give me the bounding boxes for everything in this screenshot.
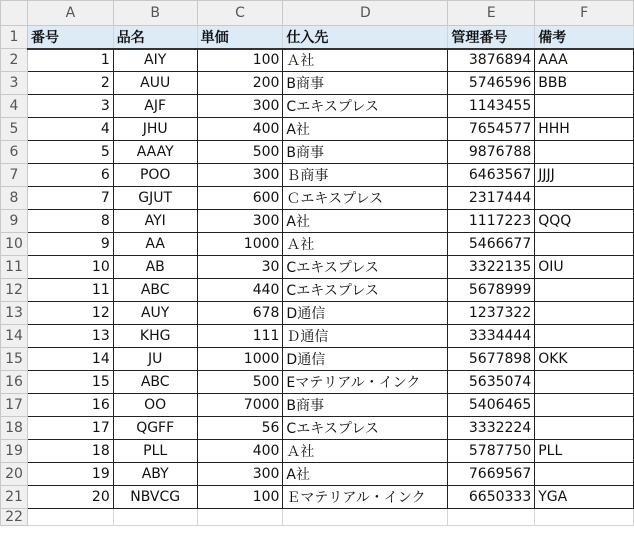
cell-bikou[interactable] (535, 325, 634, 348)
cell-tanka[interactable]: 300 (197, 164, 283, 187)
row-header[interactable]: 12 (1, 279, 28, 302)
empty-cell[interactable] (27, 509, 113, 526)
cell-kanri-bangou[interactable]: 5635074 (448, 371, 535, 394)
header-cell-tanka[interactable]: 単価 (197, 26, 283, 49)
row-header[interactable]: 11 (1, 256, 28, 279)
table-row (1, 463, 634, 486)
cell-shiiresaki[interactable]: B商事 (283, 394, 448, 417)
cell-bikou[interactable]: BBB (535, 72, 634, 95)
column-header-d[interactable]: D (283, 1, 448, 26)
cell-kanri-bangou[interactable]: 5787750 (448, 440, 535, 463)
cell-bangou[interactable]: 13 (27, 325, 113, 348)
header-cell-kanri-bangou[interactable]: 管理番号 (448, 26, 535, 49)
cell-bangou[interactable]: 14 (27, 348, 113, 371)
cell-shiiresaki[interactable]: Ａ社 (283, 440, 448, 463)
cell-hinmei[interactable]: ABC (113, 371, 197, 394)
cell-bangou[interactable]: 18 (27, 440, 113, 463)
cell-shiiresaki[interactable]: Cエキスプレス (283, 279, 448, 302)
cell-shiiresaki[interactable]: D通信 (283, 302, 448, 325)
cell-tanka[interactable]: 300 (197, 210, 283, 233)
cell-tanka[interactable]: 30 (197, 256, 283, 279)
cell-bikou[interactable] (535, 95, 634, 118)
cell-hinmei[interactable]: PLL (113, 440, 197, 463)
cell-kanri-bangou[interactable]: 3322135 (448, 256, 535, 279)
cell-bikou[interactable]: HHH (535, 118, 634, 141)
cell-tanka[interactable]: 100 (197, 486, 283, 509)
cell-hinmei[interactable]: QGFF (113, 417, 197, 440)
cell-kanri-bangou[interactable]: 1143455 (448, 95, 535, 118)
cell-shiiresaki[interactable]: B商事 (283, 141, 448, 164)
cell-tanka[interactable]: 200 (197, 72, 283, 95)
cell-bangou[interactable]: 9 (27, 233, 113, 256)
table-row (1, 233, 634, 256)
cell-shiiresaki[interactable]: B商事 (283, 72, 448, 95)
table-row (1, 325, 634, 348)
cell-kanri-bangou[interactable]: 9876788 (448, 141, 535, 164)
cell-tanka[interactable]: 500 (197, 371, 283, 394)
cell-tanka[interactable]: 500 (197, 141, 283, 164)
cell-hinmei[interactable]: JHU (113, 118, 197, 141)
row-header[interactable]: 18 (1, 417, 28, 440)
row-header[interactable]: 14 (1, 325, 28, 348)
table-row (1, 118, 634, 141)
table-row (1, 348, 634, 371)
cell-hinmei[interactable]: AJF (113, 95, 197, 118)
cell-bikou[interactable] (535, 187, 634, 210)
cell-hinmei[interactable]: OO (113, 394, 197, 417)
cell-tanka[interactable]: 300 (197, 463, 283, 486)
cell-hinmei[interactable]: KHG (113, 325, 197, 348)
cell-shiiresaki[interactable]: Cエキスプレス (283, 417, 448, 440)
cell-hinmei[interactable]: AIY (113, 49, 197, 72)
cell-shiiresaki[interactable]: D通信 (283, 348, 448, 371)
cell-kanri-bangou[interactable]: 7669567 (448, 463, 535, 486)
cell-tanka[interactable]: 56 (197, 417, 283, 440)
cell-tanka[interactable]: 7000 (197, 394, 283, 417)
cell-kanri-bangou[interactable]: 3876894 (448, 49, 535, 72)
cell-tanka[interactable]: 400 (197, 440, 283, 463)
empty-cell[interactable] (197, 509, 283, 526)
cell-tanka[interactable]: 440 (197, 279, 283, 302)
column-header-c[interactable]: C (197, 1, 283, 26)
empty-cell[interactable] (283, 509, 448, 526)
cell-bikou[interactable] (535, 141, 634, 164)
cell-bikou[interactable]: AAA (535, 49, 634, 72)
table-row (1, 279, 634, 302)
row-header[interactable]: 6 (1, 141, 28, 164)
cell-bikou[interactable]: OIU (535, 256, 634, 279)
cell-bikou[interactable]: JJJJ (535, 164, 634, 187)
table-row (1, 72, 634, 95)
row-header[interactable]: 13 (1, 302, 28, 325)
cell-tanka[interactable]: 100 (197, 49, 283, 72)
cell-kanri-bangou[interactable]: 5677898 (448, 348, 535, 371)
cell-hinmei[interactable]: JU (113, 348, 197, 371)
cell-bangou[interactable]: 19 (27, 463, 113, 486)
column-header-f[interactable]: F (535, 1, 634, 26)
cell-tanka[interactable]: 678 (197, 302, 283, 325)
cell-bangou[interactable]: 15 (27, 371, 113, 394)
cell-bangou[interactable]: 8 (27, 210, 113, 233)
table-row (1, 210, 634, 233)
cell-bikou[interactable] (535, 233, 634, 256)
cell-hinmei[interactable]: AUU (113, 72, 197, 95)
cell-bikou[interactable] (535, 371, 634, 394)
cell-kanri-bangou[interactable]: 5678999 (448, 279, 535, 302)
table-row (1, 371, 634, 394)
row-header[interactable]: 8 (1, 187, 28, 210)
row-header[interactable]: 4 (1, 95, 28, 118)
cell-bangou[interactable]: 1 (27, 49, 113, 72)
cell-hinmei[interactable]: AB (113, 256, 197, 279)
cell-tanka[interactable]: 400 (197, 118, 283, 141)
cell-bangou[interactable]: 6 (27, 164, 113, 187)
cell-hinmei[interactable]: GJUT (113, 187, 197, 210)
cell-hinmei[interactable]: AA (113, 233, 197, 256)
table-row (1, 394, 634, 417)
cell-hinmei[interactable]: ABY (113, 463, 197, 486)
empty-cell[interactable] (535, 509, 634, 526)
empty-cell[interactable] (113, 509, 197, 526)
cell-kanri-bangou[interactable]: 1117223 (448, 210, 535, 233)
table-row (1, 49, 634, 72)
cell-shiiresaki[interactable]: Ａ社 (283, 233, 448, 256)
cell-hinmei[interactable]: NBVCG (113, 486, 197, 509)
cell-kanri-bangou[interactable]: 1237322 (448, 302, 535, 325)
row-header[interactable]: 1 (1, 26, 28, 49)
table-row (1, 187, 634, 210)
cell-kanri-bangou[interactable]: 5406465 (448, 394, 535, 417)
column-header-e[interactable]: E (448, 1, 535, 26)
cell-bangou[interactable]: 20 (27, 486, 113, 509)
table-row (1, 141, 634, 164)
cell-bangou[interactable]: 16 (27, 394, 113, 417)
select-all-corner[interactable] (1, 1, 28, 26)
cell-shiiresaki[interactable]: Ｄ通信 (283, 325, 448, 348)
cell-shiiresaki[interactable]: Cエキスプレス (283, 256, 448, 279)
cell-kanri-bangou[interactable]: 6463567 (448, 164, 535, 187)
cell-shiiresaki[interactable]: Cエキスプレス (283, 95, 448, 118)
row-header[interactable]: 19 (1, 440, 28, 463)
cell-tanka[interactable]: 1000 (197, 233, 283, 256)
row-header[interactable]: 20 (1, 463, 28, 486)
table-row (1, 302, 634, 325)
cell-hinmei[interactable]: ABC (113, 279, 197, 302)
cell-bangou[interactable]: 11 (27, 279, 113, 302)
cell-shiiresaki[interactable]: Ｂ商事 (283, 164, 448, 187)
row-header[interactable]: 21 (1, 486, 28, 509)
cell-bikou[interactable] (535, 417, 634, 440)
cell-bikou[interactable] (535, 463, 634, 486)
cell-tanka[interactable]: 1000 (197, 348, 283, 371)
cell-bikou[interactable] (535, 302, 634, 325)
cell-shiiresaki[interactable]: Eマテリアル・インク (283, 371, 448, 394)
cell-bikou[interactable]: PLL (535, 440, 634, 463)
cell-tanka[interactable]: 300 (197, 95, 283, 118)
row-header[interactable]: 7 (1, 164, 28, 187)
cell-kanri-bangou[interactable]: 6650333 (448, 486, 535, 509)
cell-hinmei[interactable]: POO (113, 164, 197, 187)
cell-bikou[interactable]: YGA (535, 486, 634, 509)
cell-bangou[interactable]: 12 (27, 302, 113, 325)
cell-bikou[interactable] (535, 394, 634, 417)
row-header[interactable]: 16 (1, 371, 28, 394)
table-row (1, 256, 634, 279)
cell-bangou[interactable]: 4 (27, 118, 113, 141)
cell-bikou[interactable]: QQQ (535, 210, 634, 233)
cell-hinmei[interactable]: AUY (113, 302, 197, 325)
table-row (1, 486, 634, 509)
row-header[interactable]: 15 (1, 348, 28, 371)
cell-shiiresaki[interactable]: Ａ社 (283, 49, 448, 72)
empty-cell[interactable] (448, 509, 535, 526)
cell-shiiresaki[interactable]: A社 (283, 118, 448, 141)
column-header-b[interactable]: B (113, 1, 197, 26)
cell-kanri-bangou[interactable]: 2317444 (448, 187, 535, 210)
cell-hinmei[interactable]: AYI (113, 210, 197, 233)
cell-shiiresaki[interactable]: A社 (283, 463, 448, 486)
row-header[interactable]: 17 (1, 394, 28, 417)
cell-kanri-bangou[interactable]: 3332224 (448, 417, 535, 440)
table-row (1, 95, 634, 118)
row-header[interactable]: 5 (1, 118, 28, 141)
header-cell-bikou[interactable]: 備考 (535, 26, 634, 49)
cell-bangou[interactable]: 3 (27, 95, 113, 118)
header-cell-shiiresaki[interactable]: 仕入先 (283, 26, 448, 49)
cell-shiiresaki[interactable]: A社 (283, 210, 448, 233)
cell-bangou[interactable]: 7 (27, 187, 113, 210)
cell-kanri-bangou[interactable]: 5466677 (448, 233, 535, 256)
cell-hinmei[interactable]: AAAY (113, 141, 197, 164)
table-row (1, 417, 634, 440)
cell-bangou[interactable]: 2 (27, 72, 113, 95)
cell-tanka[interactable]: 600 (197, 187, 283, 210)
header-cell-hinmei[interactable]: 品名 (113, 26, 197, 49)
column-header-a[interactable]: A (27, 1, 113, 26)
cell-kanri-bangou[interactable]: 7654577 (448, 118, 535, 141)
table-row (1, 164, 634, 187)
table-row (1, 440, 634, 463)
cell-tanka[interactable]: 111 (197, 325, 283, 348)
cell-bangou[interactable]: 10 (27, 256, 113, 279)
cell-kanri-bangou[interactable]: 5746596 (448, 72, 535, 95)
cell-shiiresaki[interactable]: Ｅマテリアル・インク (283, 486, 448, 509)
cell-bangou[interactable]: 17 (27, 417, 113, 440)
row-header[interactable]: 22 (1, 509, 28, 526)
row-header[interactable]: 9 (1, 210, 28, 233)
cell-bangou[interactable]: 5 (27, 141, 113, 164)
row-header[interactable]: 2 (1, 49, 28, 72)
row-header[interactable]: 3 (1, 72, 28, 95)
cell-bikou[interactable]: OKK (535, 348, 634, 371)
cell-shiiresaki[interactable]: Ｃエキスプレス (283, 187, 448, 210)
header-cell-bangou[interactable]: 番号 (27, 26, 113, 49)
cell-bikou[interactable] (535, 279, 634, 302)
row-header[interactable]: 10 (1, 233, 28, 256)
cell-kanri-bangou[interactable]: 3334444 (448, 325, 535, 348)
